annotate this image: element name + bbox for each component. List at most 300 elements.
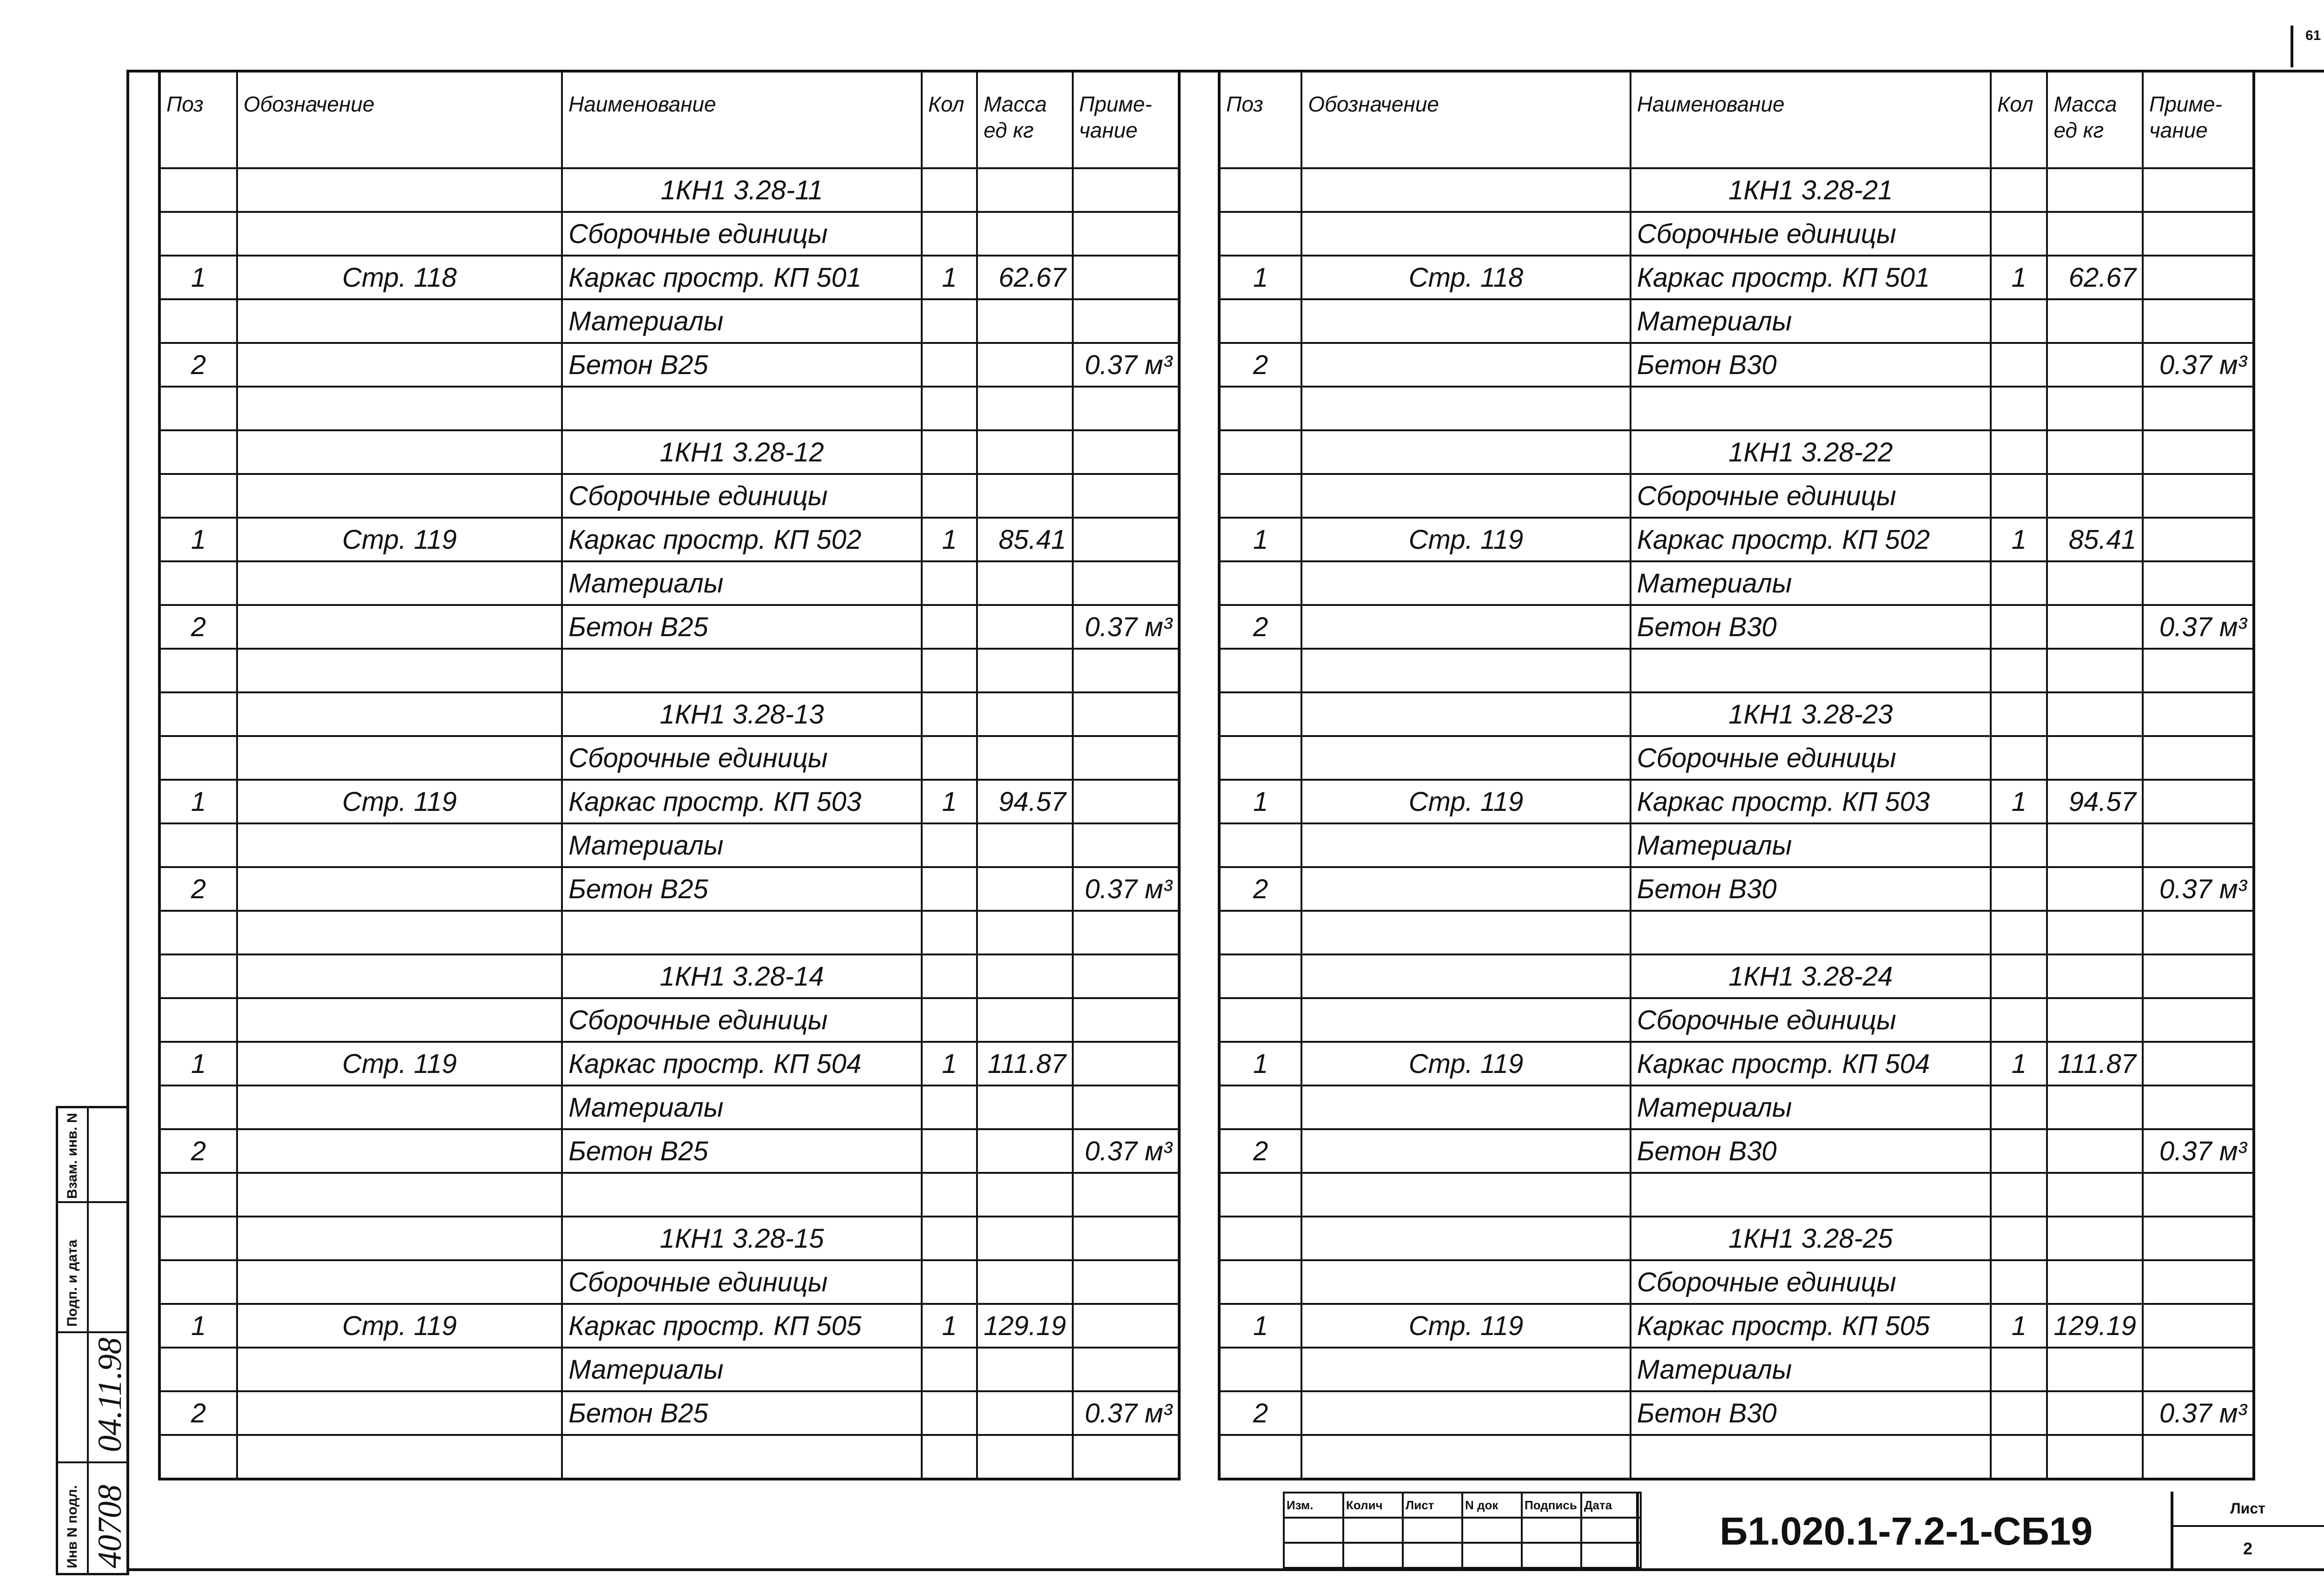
table-cell: Каркас простр. КП 505 <box>1631 1304 1991 1348</box>
table-cell: Бетон В30 <box>1631 1391 1991 1435</box>
table-cell <box>159 474 237 518</box>
table-cell <box>922 911 977 954</box>
table-cell <box>1073 1260 1179 1304</box>
table-cell: 111.87 <box>977 1042 1072 1085</box>
table-cell <box>562 387 922 430</box>
table-cell <box>977 1435 1072 1479</box>
table-row <box>1219 867 2254 911</box>
table-cell: Материалы <box>562 561 922 605</box>
table-row <box>159 605 1179 649</box>
table-cell <box>977 561 1072 605</box>
table-row <box>159 823 1179 867</box>
table-cell <box>2047 1085 2142 1129</box>
table-row <box>159 1129 1179 1173</box>
table-cell <box>1301 823 1631 867</box>
table-cell: Каркас простр. КП 503 <box>1631 780 1991 823</box>
table-cell <box>1073 1042 1179 1085</box>
table-cell <box>2047 954 2142 998</box>
table-cell <box>1073 1085 1179 1129</box>
table-cell <box>2047 1129 2142 1173</box>
rev-label-ndok: N док <box>1462 1493 1522 1518</box>
table-row <box>159 1085 1179 1129</box>
table-cell <box>159 1173 237 1217</box>
table-cell <box>237 736 562 780</box>
table-cell <box>1073 736 1179 780</box>
table-cell <box>977 649 1072 692</box>
table-cell: 1 <box>1991 518 2047 561</box>
table-cell <box>1219 736 1301 780</box>
table-cell <box>977 954 1072 998</box>
table-row <box>159 649 1179 692</box>
table-cell <box>159 1348 237 1391</box>
table-cell <box>2047 1260 2142 1304</box>
column-header: Масса ед кг <box>977 71 1072 168</box>
table-cell: Сборочные единицы <box>1631 736 1991 780</box>
table-cell: Каркас простр. КП 502 <box>562 518 922 561</box>
table-cell <box>2047 867 2142 911</box>
table-cell: 1 <box>159 1042 237 1085</box>
table-cell <box>237 212 562 256</box>
table-row <box>159 736 1179 780</box>
table-cell <box>1301 954 1631 998</box>
sheet-label: Лист <box>2171 1492 2324 1527</box>
table-cell <box>2143 911 2254 954</box>
table-row <box>1219 605 2254 649</box>
table-cell <box>2047 823 2142 867</box>
approval-stamp <box>56 1106 129 1575</box>
table-cell <box>977 474 1072 518</box>
spec-table-right <box>1218 70 2255 1480</box>
table-row <box>159 911 1179 954</box>
table-cell: 94.57 <box>977 780 1072 823</box>
table-cell: 1КН1 3.28-21 <box>1631 168 1991 212</box>
table-cell <box>2047 1348 2142 1391</box>
table-cell: Стр. 119 <box>237 780 562 823</box>
table-cell: Материалы <box>562 823 922 867</box>
table-cell: Бетон В25 <box>562 343 922 387</box>
table-row <box>1219 299 2254 343</box>
table-cell <box>1301 736 1631 780</box>
table-cell <box>1219 168 1301 212</box>
table-cell <box>159 911 237 954</box>
table-cell <box>2047 430 2142 474</box>
table-cell: 2 <box>159 605 237 649</box>
table-cell <box>977 998 1072 1042</box>
table-cell <box>1219 430 1301 474</box>
table-cell <box>922 1173 977 1217</box>
table-cell <box>2143 954 2254 998</box>
table-cell <box>922 954 977 998</box>
table-cell <box>977 430 1072 474</box>
table-cell <box>1073 561 1179 605</box>
table-row <box>1219 1304 2254 1348</box>
table-cell <box>2047 387 2142 430</box>
table-cell <box>1219 1217 1301 1260</box>
rev-label-list: Лист <box>1403 1493 1462 1518</box>
table-cell <box>237 998 562 1042</box>
table-cell <box>1991 212 2047 256</box>
table-cell: 2 <box>1219 1391 1301 1435</box>
table-cell <box>1991 649 2047 692</box>
table-cell: 0.37 м³ <box>2143 867 2254 911</box>
table-cell <box>922 867 977 911</box>
table-cell <box>1301 168 1631 212</box>
table-cell: Материалы <box>1631 1348 1991 1391</box>
table-cell <box>922 168 977 212</box>
table-cell <box>1631 649 1991 692</box>
table-row <box>159 430 1179 474</box>
table-cell: Стр. 119 <box>1301 780 1631 823</box>
table-cell <box>159 1085 237 1129</box>
table-cell <box>922 561 977 605</box>
table-cell <box>1073 299 1179 343</box>
table-cell: 1КН1 3.28-15 <box>562 1217 922 1260</box>
table-cell: Стр. 118 <box>1301 256 1631 299</box>
table-row <box>159 1391 1179 1435</box>
table-cell: 2 <box>1219 343 1301 387</box>
table-cell <box>159 823 237 867</box>
table-cell: 1КН1 3.28-12 <box>562 430 922 474</box>
table-cell <box>237 299 562 343</box>
column-header: Обозначение <box>1301 71 1631 168</box>
table-cell: 0.37 м³ <box>1073 1391 1179 1435</box>
table-cell: Стр. 119 <box>237 1042 562 1085</box>
table-cell <box>1073 430 1179 474</box>
table-cell <box>1991 474 2047 518</box>
table-cell: 2 <box>159 343 237 387</box>
table-cell <box>2143 823 2254 867</box>
table-cell <box>1991 299 2047 343</box>
table-cell <box>1073 387 1179 430</box>
table-cell <box>977 867 1072 911</box>
table-row <box>159 518 1179 561</box>
table-cell <box>159 998 237 1042</box>
table-cell: Стр. 119 <box>1301 518 1631 561</box>
table-row <box>1219 212 2254 256</box>
table-cell <box>1219 1348 1301 1391</box>
table-cell <box>922 430 977 474</box>
table-cell <box>922 605 977 649</box>
page-number: 61 <box>2305 28 2321 43</box>
table-cell <box>237 692 562 736</box>
table-cell <box>237 1173 562 1217</box>
table-cell <box>2143 256 2254 299</box>
table-cell <box>922 692 977 736</box>
table-cell <box>159 561 237 605</box>
document-code: Б1.020.1-7.2-1-СБ19 <box>1636 1492 2173 1571</box>
table-cell <box>1073 823 1179 867</box>
table-cell <box>237 343 562 387</box>
table-cell: 0.37 м³ <box>1073 867 1179 911</box>
table-row <box>159 1173 1179 1217</box>
table-cell: Материалы <box>562 1348 922 1391</box>
table-cell <box>237 823 562 867</box>
table-row <box>1219 1391 2254 1435</box>
table-cell <box>1301 692 1631 736</box>
table-cell <box>1301 1217 1631 1260</box>
table-cell: 1КН1 3.28-13 <box>562 692 922 736</box>
table-cell <box>1073 1348 1179 1391</box>
table-cell <box>1631 1173 1991 1217</box>
table-cell <box>2143 299 2254 343</box>
table-cell <box>1991 168 2047 212</box>
table-row <box>1219 736 2254 780</box>
table-row <box>159 1435 1179 1479</box>
table-cell <box>237 1217 562 1260</box>
table-row <box>1219 1173 2254 1217</box>
rev-label-data: Дата <box>1581 1493 1641 1518</box>
table-cell <box>159 387 237 430</box>
table-cell: 1 <box>159 1304 237 1348</box>
table-cell <box>922 343 977 387</box>
table-cell: Материалы <box>1631 299 1991 343</box>
table-cell: Бетон В30 <box>1631 343 1991 387</box>
table-cell: Бетон В25 <box>562 1129 922 1173</box>
table-row <box>159 954 1179 998</box>
table-cell: Сборочные единицы <box>1631 212 1991 256</box>
column-header: Поз <box>1219 71 1301 168</box>
table-cell <box>977 823 1072 867</box>
table-cell: 62.67 <box>977 256 1072 299</box>
table-cell <box>237 911 562 954</box>
table-cell <box>1991 1260 2047 1304</box>
table-cell <box>1301 649 1631 692</box>
table-cell <box>159 299 237 343</box>
table-row <box>1219 1129 2254 1173</box>
table-cell: Сборочные единицы <box>562 998 922 1042</box>
table-cell: 1КН1 3.28-23 <box>1631 692 1991 736</box>
table-cell <box>2143 736 2254 780</box>
table-cell: 1КН1 3.28-11 <box>562 168 922 212</box>
table-cell <box>1991 867 2047 911</box>
table-cell <box>2143 1260 2254 1304</box>
table-row <box>1219 1348 2254 1391</box>
table-cell <box>562 649 922 692</box>
table-row <box>1219 780 2254 823</box>
column-header: Приме- чание <box>2143 71 2254 168</box>
table-cell <box>1631 1435 1991 1479</box>
table-cell: Сборочные единицы <box>562 474 922 518</box>
table-cell: 62.67 <box>2047 256 2142 299</box>
table-cell <box>2143 561 2254 605</box>
table-cell <box>1301 299 1631 343</box>
table-cell <box>1991 561 2047 605</box>
table-cell: Бетон В25 <box>562 867 922 911</box>
table-cell <box>1073 212 1179 256</box>
table-cell: 1 <box>1991 780 2047 823</box>
table-cell <box>1301 605 1631 649</box>
table-row <box>1219 823 2254 867</box>
table-cell <box>1301 1129 1631 1173</box>
table-cell <box>237 605 562 649</box>
table-cell <box>922 474 977 518</box>
table-cell <box>977 1085 1072 1129</box>
table-cell <box>1301 1435 1631 1479</box>
table-cell <box>1301 1173 1631 1217</box>
table-cell <box>922 998 977 1042</box>
table-cell <box>922 1435 977 1479</box>
table-cell <box>1219 1173 1301 1217</box>
table-cell <box>1991 823 2047 867</box>
table-header-row <box>159 71 1179 168</box>
table-cell <box>1301 343 1631 387</box>
table-row <box>1219 1085 2254 1129</box>
table-cell <box>1073 1435 1179 1479</box>
table-cell: Материалы <box>562 1085 922 1129</box>
table-cell <box>1301 1085 1631 1129</box>
table-cell <box>1219 1085 1301 1129</box>
table-cell: Сборочные единицы <box>562 736 922 780</box>
table-cell: Стр. 119 <box>1301 1304 1631 1348</box>
table-cell <box>2143 387 2254 430</box>
table-cell <box>2047 605 2142 649</box>
table-cell <box>1073 1304 1179 1348</box>
table-cell <box>977 1260 1072 1304</box>
table-cell <box>1219 474 1301 518</box>
table-cell: 0.37 м³ <box>1073 605 1179 649</box>
table-cell <box>1219 561 1301 605</box>
stamp-sign-date-label: Подп. и дата <box>65 1239 80 1327</box>
table-row <box>159 1304 1179 1348</box>
table-cell: Материалы <box>1631 823 1991 867</box>
table-cell: 1 <box>1991 1042 2047 1085</box>
table-cell <box>2047 343 2142 387</box>
table-cell <box>2047 998 2142 1042</box>
table-cell <box>159 212 237 256</box>
stamp-sign-date-value: 04.11.98 <box>91 1337 128 1452</box>
table-cell: 2 <box>159 867 237 911</box>
table-row <box>1219 256 2254 299</box>
table-cell <box>2047 1435 2142 1479</box>
table-cell: Материалы <box>1631 561 1991 605</box>
table-cell <box>2143 1435 2254 1479</box>
table-cell <box>977 1391 1072 1435</box>
table-row <box>1219 387 2254 430</box>
stamp-inv-repl-label: Взам. инв. N <box>65 1112 80 1199</box>
table-cell: 0.37 м³ <box>2143 605 2254 649</box>
table-cell <box>922 1260 977 1304</box>
table-cell: Каркас простр. КП 503 <box>562 780 922 823</box>
table-row <box>1219 1217 2254 1260</box>
table-row <box>1219 474 2254 518</box>
table-cell: Бетон В25 <box>562 1391 922 1435</box>
table-cell <box>1991 1391 2047 1435</box>
table-cell <box>159 168 237 212</box>
column-header: Приме- чание <box>1073 71 1179 168</box>
rev-label-izm: Изм. <box>1284 1493 1343 1518</box>
table-cell <box>1301 430 1631 474</box>
table-cell <box>1301 212 1631 256</box>
table-cell <box>2047 736 2142 780</box>
table-cell <box>237 1348 562 1391</box>
table-cell <box>1991 1085 2047 1129</box>
table-row <box>159 561 1179 605</box>
table-cell <box>159 1260 237 1304</box>
table-cell <box>1301 1260 1631 1304</box>
table-row <box>159 780 1179 823</box>
table-cell <box>977 343 1072 387</box>
table-row <box>1219 518 2254 561</box>
table-cell <box>2047 1217 2142 1260</box>
table-row <box>1219 692 2254 736</box>
table-cell <box>922 1217 977 1260</box>
table-cell <box>1219 1260 1301 1304</box>
table-cell: Сборочные единицы <box>562 212 922 256</box>
table-row <box>1219 954 2254 998</box>
table-cell <box>2047 1391 2142 1435</box>
table-cell <box>1991 430 2047 474</box>
table-cell: 1 <box>922 1042 977 1085</box>
table-cell: 1 <box>922 256 977 299</box>
table-row <box>159 299 1179 343</box>
table-cell: Каркас простр. КП 505 <box>562 1304 922 1348</box>
table-cell <box>2143 692 2254 736</box>
table-row <box>159 1217 1179 1260</box>
table-row <box>159 343 1179 387</box>
table-cell <box>2047 474 2142 518</box>
table-cell <box>2047 561 2142 605</box>
table-cell <box>237 1085 562 1129</box>
table-cell <box>2143 1304 2254 1348</box>
table-cell: 1КН1 3.28-24 <box>1631 954 1991 998</box>
table-row <box>159 1260 1179 1304</box>
table-cell: 1 <box>1991 1304 2047 1348</box>
table-cell <box>2047 212 2142 256</box>
page-number-tick <box>2291 26 2293 67</box>
table-cell: Бетон В30 <box>1631 605 1991 649</box>
table-cell <box>159 430 237 474</box>
table-cell <box>1073 954 1179 998</box>
rev-label-kolich: Колич <box>1343 1493 1403 1518</box>
table-cell <box>562 1173 922 1217</box>
table-cell: 0.37 м³ <box>1073 1129 1179 1173</box>
table-cell <box>977 911 1072 954</box>
table-cell <box>1301 387 1631 430</box>
table-cell: 1 <box>922 518 977 561</box>
stamp-inv-orig-value: 40708 <box>91 1485 128 1568</box>
column-header: Кол <box>1991 71 2047 168</box>
table-cell <box>237 168 562 212</box>
table-cell <box>159 692 237 736</box>
table-cell: Сборочные единицы <box>562 1260 922 1304</box>
table-cell: 1КН1 3.28-22 <box>1631 430 1991 474</box>
table-cell <box>922 1085 977 1129</box>
table-cell <box>1991 1217 2047 1260</box>
table-cell: 1 <box>1219 1042 1301 1085</box>
table-cell <box>922 299 977 343</box>
table-row <box>159 387 1179 430</box>
title-block <box>1283 1492 2324 1571</box>
table-cell <box>2143 1348 2254 1391</box>
table-cell <box>977 168 1072 212</box>
table-cell <box>562 1435 922 1479</box>
table-cell <box>159 954 237 998</box>
table-cell: Каркас простр. КП 504 <box>1631 1042 1991 1085</box>
table-row <box>159 1042 1179 1085</box>
table-cell <box>1301 474 1631 518</box>
column-header: Наименование <box>1631 71 1991 168</box>
table-cell <box>977 736 1072 780</box>
table-cell: 2 <box>1219 867 1301 911</box>
spec-table-left <box>158 70 1181 1480</box>
table-cell <box>1219 911 1301 954</box>
table-cell <box>1073 998 1179 1042</box>
table-row <box>1219 998 2254 1042</box>
table-cell <box>237 387 562 430</box>
table-cell <box>237 954 562 998</box>
table-cell <box>1301 998 1631 1042</box>
column-header: Масса ед кг <box>2047 71 2142 168</box>
